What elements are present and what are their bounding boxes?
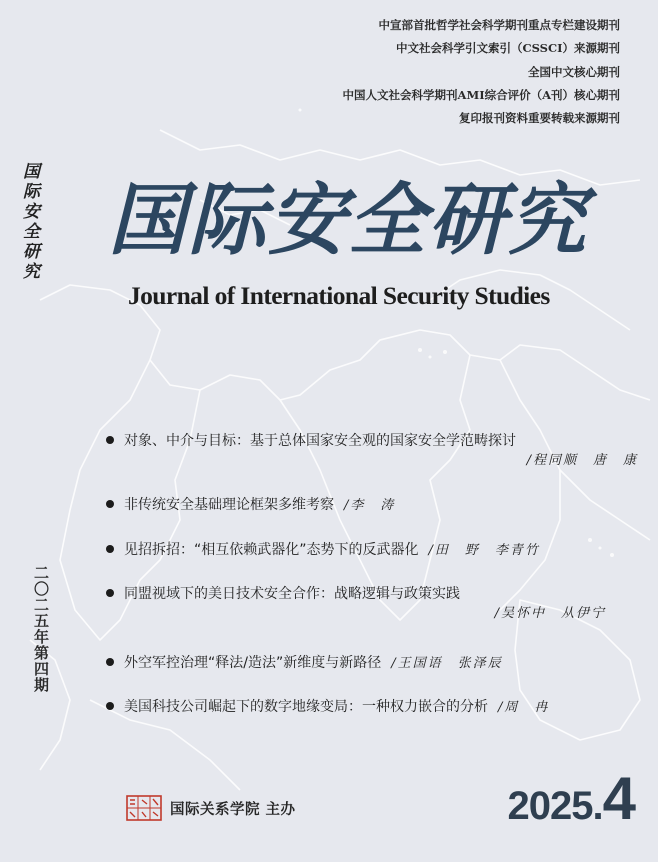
article-title: 见招拆招：“相互依赖武器化”态势下的反武器化	[124, 542, 419, 558]
indexing-item: 复印报刊资料重要转载来源期刊	[459, 111, 620, 126]
bullet-icon	[106, 500, 114, 508]
publisher	[126, 794, 296, 822]
side-issue-label: 二〇二五年第四期	[32, 565, 50, 693]
article-item[interactable]	[106, 698, 646, 717]
article-title: 对象、中介与目标：基于总体国家安全观的国家安全学范畴探讨	[124, 433, 516, 449]
journal-title-chinese: 国际安全研究	[108, 175, 589, 266]
article-authors: /程同顺 唐 康	[526, 453, 638, 468]
article-title: 美国科技公司崛起下的数字地缘变局：一种权力嵌合的分析	[124, 699, 488, 715]
indexing-list	[280, 14, 620, 130]
article-item[interactable]	[106, 541, 646, 560]
article-title: 外空军控治理“释法/造法”新维度与新路径	[124, 655, 382, 671]
article-item[interactable]	[106, 432, 646, 471]
issue-no: 4	[602, 765, 636, 832]
article-authors: /吴怀中 从伊宁	[494, 606, 606, 621]
bullet-icon	[106, 545, 114, 553]
issue-number	[476, 764, 636, 834]
bullet-icon	[106, 702, 114, 710]
article-title: 同盟视域下的美日技术安全合作：战略逻辑与政策实践	[124, 586, 460, 602]
article-item[interactable]	[106, 496, 646, 515]
bullet-icon	[106, 658, 114, 666]
article-item[interactable]	[106, 654, 646, 673]
indexing-item: 全国中文核心期刊	[528, 64, 620, 79]
bullet-icon	[106, 589, 114, 597]
article-title: 非传统安全基础理论框架多维考察	[124, 497, 334, 513]
article-authors: /周 冉	[498, 700, 550, 715]
article-authors: /李 涛	[344, 498, 396, 513]
bullet-icon	[106, 436, 114, 444]
indexing-item: 中国人文社会科学期刊AMI综合评价（A刊）核心期刊	[342, 87, 620, 102]
seal-icon	[126, 795, 162, 821]
article-authors: /田 野 李青竹	[428, 543, 540, 558]
side-logo: 国际安全研究	[19, 162, 39, 282]
journal-title-english: Journal of International Security Studies	[128, 281, 550, 310]
article-item[interactable]	[106, 585, 646, 624]
issue-year: 2025.	[507, 784, 603, 828]
indexing-item: 中文社会科学引文索引（CSSCI）来源期刊	[395, 41, 620, 56]
indexing-item: 中宣部首批哲学社会科学期刊重点专栏建设期刊	[378, 18, 620, 32]
article-authors: /王国语 张泽辰	[391, 656, 503, 671]
publisher-name: 国际关系学院 主办	[170, 801, 296, 818]
